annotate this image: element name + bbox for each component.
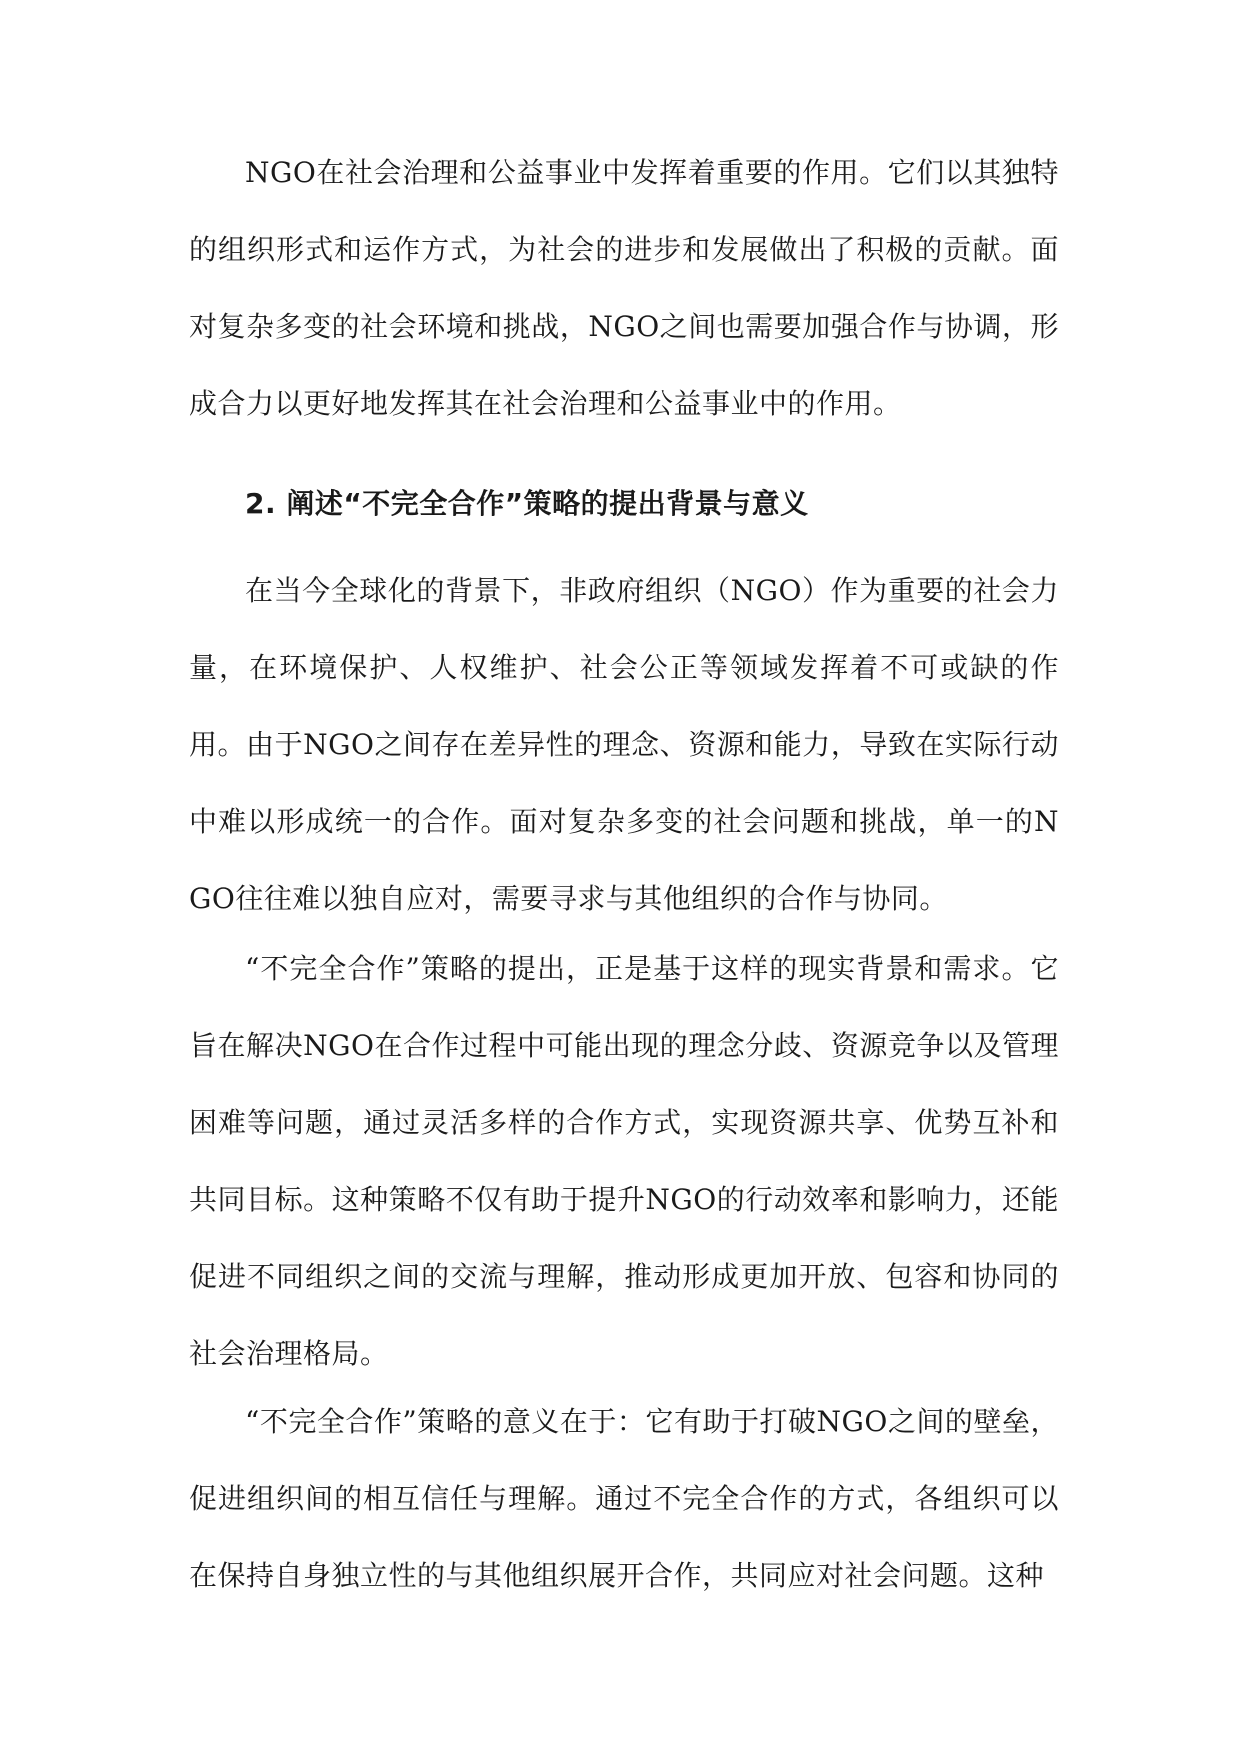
section-heading: 2. 阐述“不完全合作”策略的提出背景与意义 <box>245 487 809 520</box>
paragraph-background: 在当今全球化的背景下，非政府组织（NGO）作为重要的社会力量，在环境保护、人权维护、社会公正等领域发挥着不可或缺的作用。由于NGO之间存在差异性的理念、资源和能力，导致在实际行动中难以形成统一的合作。面对复杂多变的社会问题和挑战，单一的NGO往往难以独自应对，需要寻求与其他组织的合作与协同。 <box>189 574 1059 915</box>
paragraph-strategy-significance: “不完全合作”策略的意义在于：它有助于打破NGO之间的壁垒，促进组织间的相互信任与理解。通过不完全合作的方式，各组织可以在保持自身独立性的与其他组织展开合作，共同应对社会问题。这种 <box>189 1405 1059 1592</box>
paragraph-strategy-proposal: “不完全合作”策略的提出，正是基于这样的现实背景和需求。它旨在解决NGO在合作过程中可能出现的理念分歧、资源竞争以及管理困难等问题，通过灵活多样的合作方式，实现资源共享、优势互补和共同目标。这种策略不仅有助于提升NGO的行动效率和影响力，还能促进不同组织之间的交流与理解，推动形成更加开放、包容和协同的社会治理格局。 <box>189 952 1059 1370</box>
paragraph-ngo-role: NGO在社会治理和公益事业中发挥着重要的作用。它们以其独特的组织形式和运作方式，为社会的进步和发展做出了积极的贡献。面对复杂多变的社会环境和挑战，NGO之间也需要加强合作与协调，形成合力以更好地发挥其在社会治理和公益事业中的作用。 <box>189 156 1059 420</box>
